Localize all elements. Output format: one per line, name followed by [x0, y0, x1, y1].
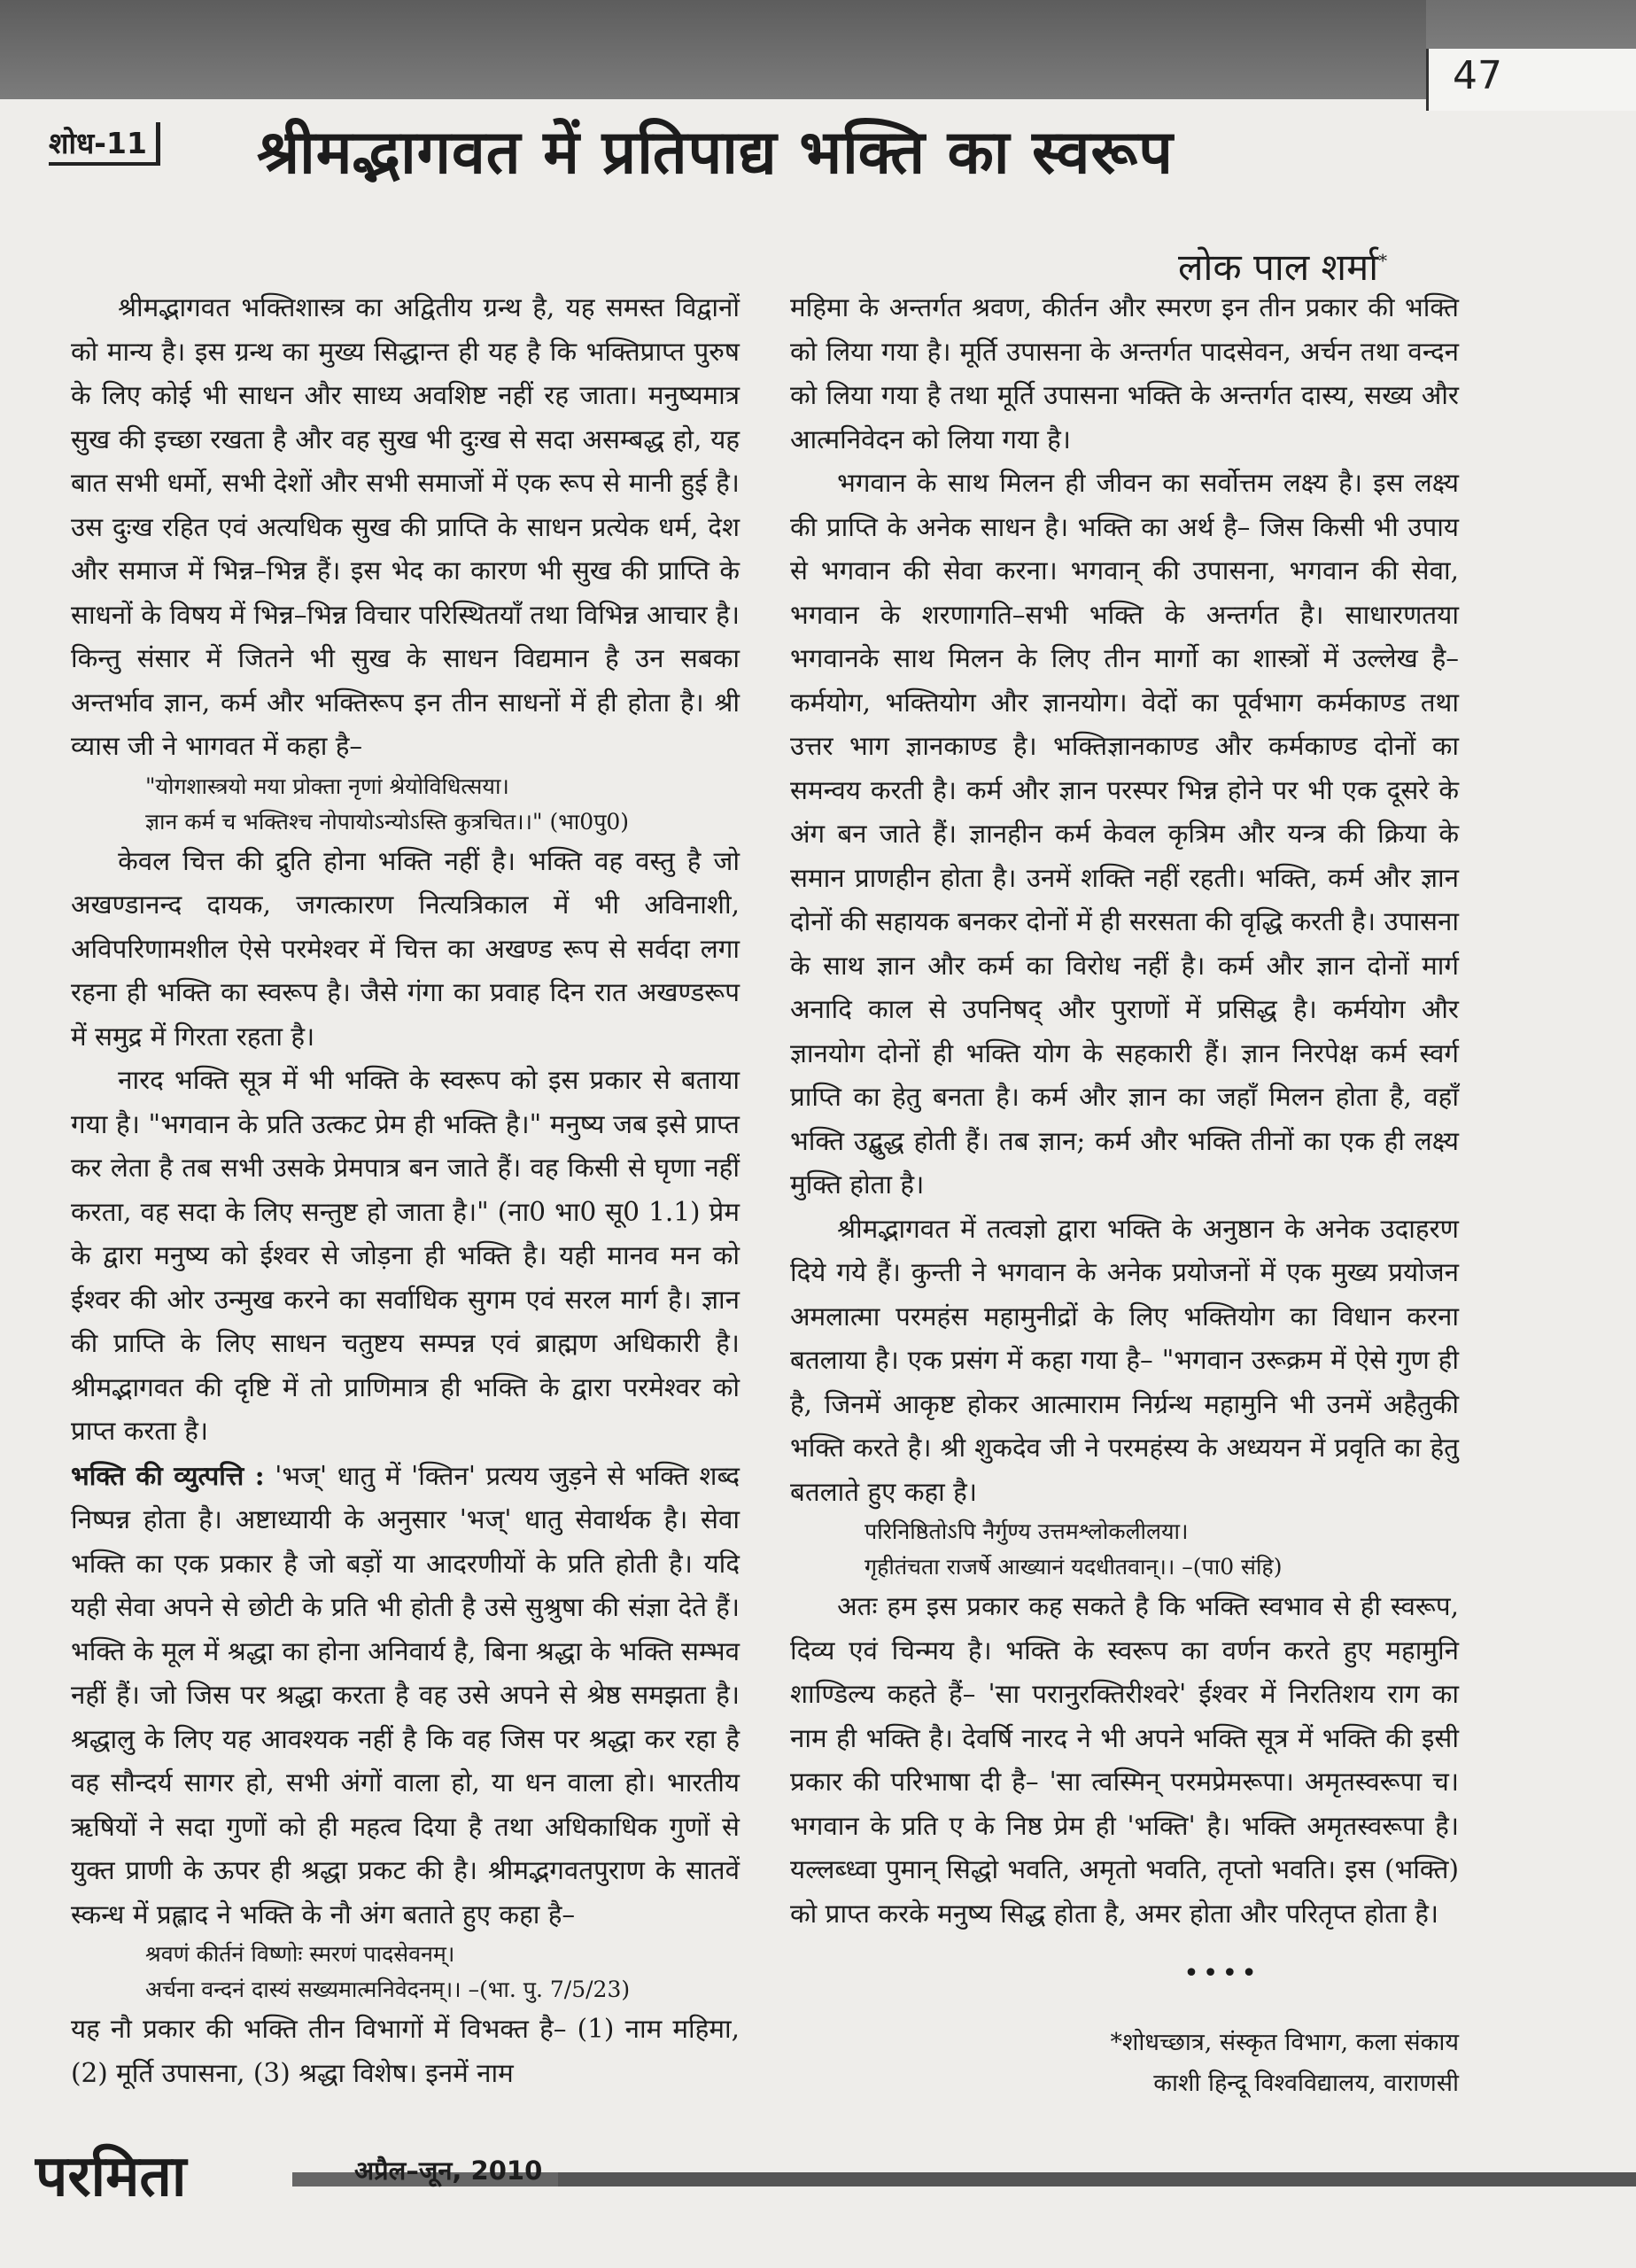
- verse-quote: [790, 1514, 1459, 1585]
- paragraph-text: 'भज्' धातु में 'क्तिन' प्रत्यय जुड़ने से भक्ति शब्द निष्पन्न होता है। अष्टाध्यायी के अनुसार 'भज्' धातु सेवार्थक है। सेवा भक्ति का एक प्रकार है जो बड़ों या आदरणीयों के प्रति होती है। यदि यही सेवा अपने से छोटी के प्रति भी होती है उसे सुश्रुषा की संज्ञा देते हैं। भक्ति के मूल में श्रद्धा का होना अनिवार्य है, बिना श्रद्धा के भक्ति सम्भव नहीं हैं। जो जिस पर श्रद्धा करता है वह उसे अपने से श्रेष्ठ समझता है। श्रद्धालु के लिए यह आवश्यक नहीं है कि वह जिस पर श्रद्धा कर रहा है वह सौन्दर्य सागर हो, सभी अंगों वाला हो, या धन वाला हो। भारतीय ऋषियों ने सदा गुणों को ही महत्व दिया है तथा अधिकाधिक गुणों से युक्त प्राणी के ऊपर ही श्रद्धा प्रकट की है। श्रीमद्भगवतपुराण के सातवें स्कन्ध में प्रह्लाद ने भक्ति के नौ अंग बताते हुए कहा है–: [71, 1460, 740, 1930]
- verse-line: अर्चना वन्दनं दास्यं सख्यमात्मनिवेदनम्।। –(भा. पु. 7/5/23): [145, 1977, 631, 2002]
- verse-line: ज्ञान कर्म च भक्तिश्च नोपायोऽन्योऽस्ति कुत्रचित।।" (भा0पु0): [145, 808, 630, 835]
- page-number: 47: [1453, 53, 1502, 98]
- author-name: [1178, 241, 1387, 291]
- right-column: [790, 286, 1459, 2104]
- verse-line: "योगशास्त्रयो मया प्रोक्ता नृणां श्रेयोविधित्सया।: [145, 773, 509, 799]
- paragraph: यह नौ प्रकार की भक्ति तीन विभागों में विभक्त है– (1) नाम महिमा, (2) मूर्ति उपासना, (3) श्रद्धा विशेष। इनमें नाम: [71, 2014, 740, 2088]
- header-band-dark: [0, 0, 1426, 99]
- note-line: काशी हिन्दू विश्वविद्यालय, वाराणसी: [1153, 2069, 1459, 2097]
- journal-name: परमिता: [35, 2144, 187, 2210]
- end-ornament: ••••: [1183, 1958, 1260, 1989]
- issue-date: अप्रैल–जून, 2010: [354, 2155, 543, 2186]
- paragraph: श्रीमद्भागवत भक्तिशास्त्र का अद्वितीय ग्रन्थ है, यह समस्त विद्वानों को मान्य है। इस ग्रन्थ का मुख्य सिद्धान्त ही यह है कि भक्तिप्राप्त पुरुष के लिए कोई भी साधन और साध्य अवशिष्ट नहीं रह जाता। मनुष्यमात्र सुख की इच्छा रखता है और वह सुख भी दुःख से सदा असम्बद्ध हो, यह बात सभी धर्मो, सभी देशों और सभी समाजों में एक रूप से मानी हुई है। उस दुःख रहित एवं अत्यधिक सुख की प्राप्ति के साधन प्रत्येक धर्म, देश और समाज में भिन्न–भिन्न हैं। इस भेद का कारण भी सुख की प्राप्ति के साधनों के विषय में भिन्न–भिन्न विचार परिस्थितयाँ तथा विभिन्न आचार है। किन्तु संसार में जितने भी सुख के साधन विद्यमान है उन सबका अन्तर्भाव ज्ञान, कर्म और भक्तिरूप इन तीन साधनों में ही होता है। श्री व्यास जी ने भागवत में कहा है–: [71, 292, 740, 761]
- author-text: लोक पाल शर्मा: [1178, 245, 1379, 289]
- paragraph: नारद भक्ति सूत्र में भी भक्ति के स्वरूप को इस प्रकार से बताया गया है। "भगवान के प्रति उत्कट प्रेम ही भक्ति है।" मनुष्य जब इसे प्राप्त कर लेता है तब सभी उसके प्रेमपात्र बन जाते हैं। वह किसी से घृणा नहीं करता, वह सदा के लिए सन्तुष्ट हो जाता है।" (ना0 भा0 सू0 1.1) प्रेम के द्वारा मनुष्य को ईश्वर से जोड़ना ही भक्ति है। यही मानव मन को ईश्वर की ओर उन्मुख करने का सर्वाधिक सुगम एवं सरल मार्ग है। ज्ञान की प्राप्ति के लिए साधन चतुष्टय सम्पन्न एवं ब्राह्मण अधिकारी है। श्रीमद्भागवत की दृष्टि में तो प्राणिमात्र ही भक्ति के द्वारा परमेश्वर को प्राप्त करता है।: [71, 1065, 740, 1446]
- section-tag: शोध-11: [49, 122, 160, 166]
- verse-line: परिनिष्ठितोऽपि नैर्गुण्य उत्तमश्लोकलीलया।: [865, 1518, 1189, 1544]
- author-footnote-mark: *: [1378, 250, 1388, 271]
- article-title: श्रीमद्भागवत में प्रतिपाद्य भक्ति का स्वरूप: [257, 118, 1174, 188]
- paragraph: भगवान के साथ मिलन ही जीवन का सर्वोत्तम लक्ष्य है। इस लक्ष्य की प्राप्ति के अनेक साधन है। भक्ति का अर्थ है– जिस किसी भी उपाय से भगवान की सेवा करना। भगवान् की उपासना, भगवान की सेवा, भगवान के शरणागति–सभी भक्ति के अन्तर्गत है। साधारणतया भगवानके साथ मिलन के लिए तीन मार्गो का शास्त्रों में उल्लेख है– कर्मयोग, भक्तियोग और ज्ञानयोग। वेदों का पूर्वभाग कर्मकाण्ड तथा उत्तर भाग ज्ञानकाण्ड है। भक्तिज्ञानकाण्ड और कर्मकाण्ड दोनों का समन्वय करती है। कर्म और ज्ञान परस्पर भिन्न होने पर भी एक दूसरे के अंग बन जाते हैं। ज्ञानहीन कर्म केवल कृत्रिम और यन्त्र की क्रिया के समान प्राणहीन होता है। उनमें शक्ति नहीं रहती। भक्ति, कर्म और ज्ञान दोनों की सहायक बनकर दोनों में ही सरसता की वृद्धि करती है। उपासना के साथ ज्ञान और कर्म का विरोध नहीं है। कर्म और ज्ञान दोनों मार्ग अनादि काल से उपनिषद् और पुराणों में प्रसिद्ध है। कर्मयोग और ज्ञानयोग दोनों ही भक्ति योग के सहकारी हैं। ज्ञान निरपेक्ष कर्म स्वर्ग प्राप्ति का हेतु बनता है। कर्म और ज्ञान का जहाँ मिलन होता है, वहाँ भक्ति उद्बुद्ध होती हैं। तब ज्ञान; कर्म और भक्ति तीनों का एक ही लक्ष्य मुक्ति होता है।: [790, 468, 1459, 1200]
- paragraph-etymology: [71, 1454, 740, 1938]
- paragraph: केवल चित्त की द्रुति होना भक्ति नहीं है। भक्ति वह वस्तु है जो अखण्डानन्द दायक, जगत्कारण नित्यत्रिकाल में भी अविनाशी, अविपरिणामशील ऐसे परमेश्वर में चित्त का अखण्ड रूप से सर्वदा लगा रहना ही भक्ति का स्वरूप है। जैसे गंगा का प्रवाह दिन रात अखण्डरूप में समुद्र में गिरता रहता है।: [71, 845, 740, 1052]
- paragraph: श्रीमद्भागवत में तत्वज्ञो द्वारा भक्ति के अनुष्ठान के अनेक उदाहरण दिये गये हैं। कुन्ती ने भगवान के अनेक प्रयोजनों में एक मुख्य प्रयोजन अमलात्मा परमहंस महामुनीद्रों के लिए भक्तियोग का विधान करना बतलाया है। एक प्रसंग में कहा गया है– "भगवान उरूक्रम में ऐसे गुण ही है, जिनमें आकृष्ट होकर आत्माराम निर्ग्रन्थ महामुनि भी उनमें अहैतुकी भक्ति करते है। श्री शुकदेव जी ने परमहंस्य के अध्ययन में प्रवृति का हेतु बतलाते हुए कहा है।: [790, 1213, 1459, 1507]
- note-line: *शोधच्छात्र, संस्कृत विभाग, कला संकाय: [1110, 2028, 1459, 2056]
- paragraph: महिमा के अन्तर्गत श्रवण, कीर्तन और स्मरण इन तीन प्रकार की भक्ति को लिया गया है। मूर्ति उपासना के अन्तर्गत पादसेवन, अर्चन तथा वन्दन को लिया गया है तथा मूर्ति उपासना भक्ति के अन्तर्गत दास्य, सख्य और आत्मनिवेदन को लिया गया है।: [790, 292, 1459, 454]
- paragraph: अतः हम इस प्रकार कह सकते है कि भक्ति स्वभाव से ही स्वरूप, दिव्य एवं चिन्मय है। भक्ति के स्वरूप का वर्णन करते हुए महामुनि शाण्डिल्य कहते हैं– 'सा परानुरक्तिरीश्वरे' ईश्वर में निरतिशय राग का नाम ही भक्ति है। देवर्षि नारद ने भी अपने भक्ति सूत्र में भक्ति की इसी प्रकार की परिभाषा दी है– 'सा त्वस्मिन् परमप्रेमरूपा। अमृतस्वरूपा च। भगवान के प्रति ए के निष्ठ प्रेम ही 'भक्ति' है। भक्ति अमृतस्वरूपा है। यल्लब्ध्वा पुमान् सिद्धो भवति, अमृतो भवति, तृप्तो भवति। इस (भक्ति) को प्राप्त करके मनुष्य सिद्ध होता है, अमर होता और परितृप्त होता है।: [790, 1591, 1459, 1929]
- verse-line: गृहीतंचता राजर्षे आख्यानं यदधीतवान्।। –(पा0 संहि): [865, 1554, 1283, 1580]
- verse-quote: [71, 769, 740, 840]
- left-column: [71, 286, 740, 2095]
- verse-line: श्रवणं कीर्तनं विष्णोः स्मरणं पादसेवनम्।: [145, 1941, 455, 1967]
- footer-rule-dark: [558, 2172, 1636, 2186]
- verse-quote: [71, 1937, 740, 2008]
- subheading: भक्ति की व्युत्पत्ति :: [71, 1459, 265, 1491]
- author-affiliation-note: [790, 2023, 1459, 2104]
